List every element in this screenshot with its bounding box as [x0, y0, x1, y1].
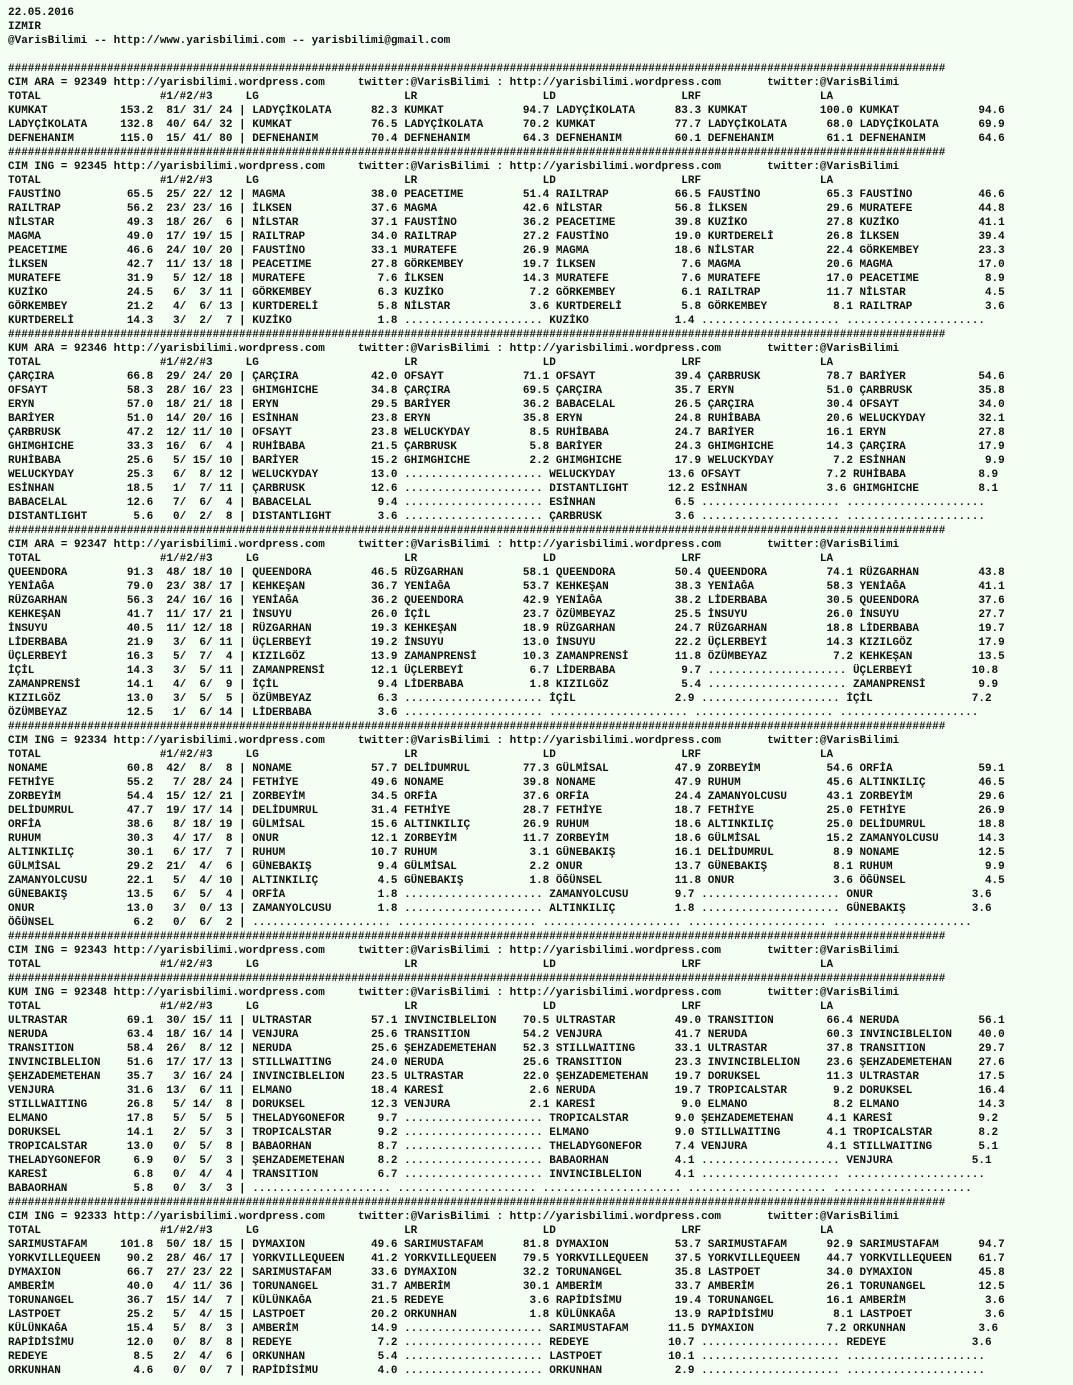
table-row: ÖZÜMBEYAZ 12.5 1/ 6/ 14 | LİDERBABA 3.6 ..................... ..................... ..................... ..................... [8, 707, 979, 719]
table-row: NERUDA 63.4 18/ 16/ 14 | VENJURA 25.6 TRANSITION 54.2 VENJURA 41.7 NERUDA 60.3 INVINCIBLELION 40.0 [8, 1029, 1005, 1041]
separator-line: ############################################################################################################################################## [8, 63, 946, 75]
race-title: KUM ING = 92348 http://yarisbilimi.wordpress.com twitter:@VarisBilimi : http://yarisbilimi.wordpress.com twitter:@VarisBilimi [8, 987, 900, 999]
table-row: SARIMUSTAFAM 101.8 50/ 18/ 15 | DYMAXION 49.6 SARIMUSTAFAM 81.8 DYMAXION 53.7 SARIMUSTAFAM 92.9 SARIMUSTAFAM 94.7 [8, 1239, 1005, 1251]
table-row: ULTRASTAR 69.1 30/ 15/ 11 | ULTRASTAR 57.1 INVINCIBLELION 70.5 ULTRASTAR 49.0 TRANSITION 66.4 NERUDA 56.1 [8, 1015, 1005, 1027]
separator-line: ############################################################################################################################################## [8, 973, 946, 985]
separator-line: ############################################################################################################################################## [8, 931, 946, 943]
table-row: ORFİA 38.6 8/ 18/ 19 | GÜLMİSAL 15.6 ALTINKILIÇ 26.9 RUHUM 18.6 ALTINKILIÇ 25.0 DELİDUMRUL 18.8 [8, 819, 1005, 831]
report-date: 22.05.2016 [8, 7, 75, 19]
table-row: DYMAXION 66.7 27/ 23/ 22 | SARIMUSTAFAM 33.6 DYMAXION 32.2 TORUNANGEL 35.8 LASTPOET 34.0 DYMAXION 45.8 [8, 1267, 1005, 1279]
table-row: İNSUYU 40.5 11/ 12/ 18 | RÜZGARHAN 19.3 KEHKEŞAN 18.9 RÜZGARHAN 24.7 RÜZGARHAN 18.8 LİDERBABA 19.7 [8, 623, 1005, 635]
column-headers: TOTAL #1/#2/#3 LG LR LD LRF LA [8, 357, 834, 369]
table-row: LİDERBABA 21.9 3/ 6/ 11 | ÜÇLERBEYİ 19.2 İNSUYU 13.0 İNSUYU 22.2 ÜÇLERBEYİ 14.3 KIZILGÖZ 17.9 [8, 637, 1005, 649]
table-row: INVINCIBLELION 51.6 17/ 17/ 13 | STILLWAITING 24.0 NERUDA 25.6 TRANSITION 23.3 INVINCIBLELION 23.6 ŞEHZADEMETEHAN 27.6 [8, 1057, 1005, 1069]
blank-line [8, 48, 1073, 62]
table-row: BARİYER 51.0 14/ 20/ 16 | ESİNHAN 23.8 ERYN 35.8 ERYN 24.8 RUHİBABA 20.6 WELUCKYDAY 32.1 [8, 413, 1005, 425]
table-row: BABACELAL 12.6 7/ 6/ 4 | BABACELAL 9.4 ..................... ESİNHAN 6.5 ..................... ..................... [8, 497, 985, 509]
table-row: İÇİL 14.3 3/ 5/ 11 | ZAMANPRENSİ 12.1 ÜÇLERBEYİ 6.7 LİDERBABA 9.7 ..................... ÜÇLERBEYİ 10.8 [8, 665, 999, 677]
table-row: ORKUNHAN 4.6 0/ 0/ 7 | RAPİDİSİMU 4.0 ..................... ORKUNHAN 2.9 ..................... ..................... [8, 1365, 985, 1377]
race-title: KUM ARA = 92346 http://yarisbilimi.wordpress.com twitter:@VarisBilimi : http://yarisbilimi.wordpress.com twitter:@VarisBilimi [8, 343, 900, 355]
table-row: KÜLÜNKAĞA 15.4 5/ 8/ 3 | AMBERİM 14.9 ..................... SARIMUSTAFAM 11.5 DYMAXION 7.2 ORKUNHAN 3.6 [8, 1323, 999, 1335]
column-headers: TOTAL #1/#2/#3 LG LR LD LRF LA [8, 91, 834, 103]
table-row: ZAMANPRENSİ 14.1 4/ 6/ 9 | İÇİL 9.4 LİDERBABA 1.8 KIZILGÖZ 5.4 ..................... ZAMANPRENSİ 9.9 [8, 679, 999, 691]
table-row: ÜÇLERBEYİ 16.3 5/ 7/ 4 | KIZILGÖZ 13.9 ZAMANPRENSİ 10.3 ZAMANPRENSİ 11.8 ÖZÜMBEYAZ 7.2 KEHKEŞAN 13.5 [8, 651, 1005, 663]
table-row: ZORBEYİM 54.4 15/ 12/ 21 | ZORBEYİM 34.5 ORFİA 37.6 ORFİA 24.4 ZAMANYOLCUSU 43.1 ZORBEYİM 29.6 [8, 791, 1005, 803]
table-row: GÜLMİSAL 29.2 21/ 4/ 6 | GÜNEBAKIŞ 9.4 GÜLMİSAL 2.2 ONUR 13.7 GÜNEBAKIŞ 8.1 RUHUM 9.9 [8, 861, 1005, 873]
table-row: STILLWAITING 26.8 5/ 14/ 8 | DORUKSEL 12.3 VENJURA 2.1 KARESİ 9.0 ELMANO 8.2 ELMANO 14.3 [8, 1099, 1005, 1111]
table-row: KUZİKO 24.5 6/ 3/ 11 | GÖRKEMBEY 6.3 KUZİKO 7.2 GÖRKEMBEY 6.1 RAILTRAP 11.7 NİLSTAR 4.5 [8, 287, 1005, 299]
table-row: KARESİ 6.8 0/ 4/ 4 | TRANSITION 6.7 ..................... INVINCIBLELION 4.1 ..................... ..................... [8, 1169, 985, 1181]
table-row: REDEYE 8.5 2/ 4/ 6 | ORKUNHAN 5.4 ..................... LASTPOET 10.1 ..................... ..................... [8, 1351, 985, 1363]
table-row: KURTDERELİ 14.3 3/ 2/ 7 | KUZİKO 1.8 ..................... KUZİKO 1.4 ..................... ..................... [8, 315, 985, 327]
table-row: TORUNANGEL 36.7 15/ 14/ 7 | KÜLÜNKAĞA 21.5 REDEYE 3.6 RAPİDİSİMU 19.4 TORUNANGEL 16.1 AMBERİM 3.6 [8, 1295, 1005, 1307]
race-title: CIM ARA = 92349 http://yarisbilimi.wordpress.com twitter:@VarisBilimi : http://yarisbilimi.wordpress.com twitter:@VarisBilimi [8, 77, 900, 89]
column-headers: TOTAL #1/#2/#3 LG LR LD LRF LA [8, 175, 834, 187]
table-row: ALTINKILIÇ 30.1 6/ 17/ 7 | RUHUM 10.7 RUHUM 3.1 GÜNEBAKIŞ 16.1 DELİDUMRUL 8.9 NONAME 12.5 [8, 847, 1005, 859]
table-row: ŞEHZADEMETEHAN 35.7 3/ 16/ 24 | INVINCIBLELION 23.5 ULTRASTAR 22.0 ŞEHZADEMETEHAN 19.7 DORUKSEL 11.3 ULTRASTAR 17.5 [8, 1071, 1005, 1083]
table-row: GÜNEBAKIŞ 13.5 6/ 5/ 4 | ORFİA 1.8 ..................... ZAMANYOLCUSU 9.7 ..................... ONUR 3.6 [8, 889, 992, 901]
table-row: ERYN 57.0 18/ 21/ 18 | ERYN 29.5 BARİYER 36.2 BABACELAL 26.5 ÇARÇIRA 30.4 OFSAYT 34.0 [8, 399, 1005, 411]
table-row: FAUSTİNO 65.5 25/ 22/ 12 | MAGMA 38.0 PEACETIME 51.4 RAILTRAP 66.5 FAUSTİNO 65.3 FAUSTİNO 46.6 [8, 189, 1005, 201]
table-row: DELİDUMRUL 47.7 19/ 17/ 14 | DELİDUMRUL 31.4 FETHİYE 28.7 FETHİYE 18.7 FETHİYE 25.0 FETHİYE 26.9 [8, 805, 1005, 817]
table-row: RAPİDİSİMU 12.0 0/ 8/ 8 | REDEYE 7.2 ..................... REDEYE 10.7 ..................... REDEYE 3.6 [8, 1337, 992, 1349]
table-row: ZAMANYOLCUSU 22.1 5/ 4/ 10 | ALTINKILIÇ 4.5 GÜNEBAKIŞ 1.8 ÖĞÜNSEL 11.8 ONUR 3.6 ÖĞÜNSEL 4.5 [8, 875, 1005, 887]
race-block [8, 1196, 1073, 1378]
table-row: PEACETIME 46.6 24/ 10/ 20 | FAUSTİNO 33.1 MURATEFE 26.9 MAGMA 18.6 NİLSTAR 22.4 GÖRKEMBEY 23.3 [8, 245, 1005, 257]
table-row: RUHİBABA 25.6 5/ 15/ 10 | BARİYER 15.2 GHIMGHICHE 2.2 GHIMGHICHE 17.9 WELUCKYDAY 7.2 ESİNHAN 9.9 [8, 455, 1005, 467]
table-row: BABAORHAN 5.8 0/ 3/ 3 | ..................... ..................... ..................... ..................... ..................... [8, 1183, 972, 1195]
table-row: KIZILGÖZ 13.0 3/ 5/ 5 | ÖZÜMBEYAZ 6.3 ..................... İÇİL 2.9 ..................... İÇİL 7.2 [8, 693, 992, 705]
column-headers: TOTAL #1/#2/#3 LG LR LD LRF LA [8, 1225, 834, 1237]
table-row: ÖĞÜNSEL 6.2 0/ 6/ 2 | ..................... ..................... ..................... ..................... ..................... [8, 917, 972, 929]
separator-line: ############################################################################################################################################## [8, 721, 946, 733]
separator-line: ############################################################################################################################################## [8, 147, 946, 159]
race-block [8, 720, 1073, 930]
column-headers: TOTAL #1/#2/#3 LG LR LD LRF LA [8, 749, 834, 761]
table-row: LADYÇİKOLATA 132.8 40/ 64/ 32 | KUMKAT 76.5 LADYÇİKOLATA 70.2 KUMKAT 77.7 LADYÇİKOLATA 68.0 LADYÇİKOLATA 69.9 [8, 119, 1005, 131]
column-headers: TOTAL #1/#2/#3 LG LR LD LRF LA [8, 553, 834, 565]
table-row: DEFNEHANIM 115.0 15/ 41/ 80 | DEFNEHANIM 70.4 DEFNEHANIM 64.3 DEFNEHANIM 60.1 DEFNEHANIM 61.1 DEFNEHANIM 64.6 [8, 133, 1005, 145]
race-block [8, 146, 1073, 328]
table-row: WELUCKYDAY 25.3 6/ 8/ 12 | WELUCKYDAY 13.0 ..................... WELUCKYDAY 13.6 OFSAYT 7.2 RUHİBABA 8.9 [8, 469, 999, 481]
table-row: FETHİYE 55.2 7/ 28/ 24 | FETHİYE 49.6 NONAME 39.8 NONAME 47.9 RUHUM 45.6 ALTINKILIÇ 46.5 [8, 777, 1005, 789]
table-row: MAGMA 49.0 17/ 19/ 15 | RAILTRAP 34.0 RAILTRAP 27.2 FAUSTİNO 19.0 KURTDERELİ 26.8 İLKSEN 39.4 [8, 231, 1005, 243]
table-row: ESİNHAN 18.5 1/ 7/ 11 | ÇARBRUSK 12.6 ..................... DISTANTLIGHT 12.2 ESİNHAN 3.6 GHIMGHICHE 8.1 [8, 483, 999, 495]
race-title: CIM ING = 92334 http://yarisbilimi.wordpress.com twitter:@VarisBilimi : http://yarisbilimi.wordpress.com twitter:@VarisBilimi [8, 735, 900, 747]
table-row: ELMANO 17.8 5/ 5/ 5 | THELADYGONEFOR 9.7 ..................... TROPICALSTAR 9.0 ŞEHZADEMETEHAN 4.1 KARESİ 9.2 [8, 1113, 999, 1125]
table-row: NİLSTAR 49.3 18/ 26/ 6 | NİLSTAR 37.1 FAUSTİNO 36.2 PEACETIME 39.8 KUZİKO 27.8 KUZİKO 41.1 [8, 217, 1005, 229]
table-row: RÜZGARHAN 56.3 24/ 16/ 16 | YENİAĞA 36.2 QUEENDORA 42.9 YENİAĞA 38.2 LİDERBABA 30.5 QUEENDORA 37.6 [8, 595, 1005, 607]
column-headers: TOTAL #1/#2/#3 LG LR LD LRF LA [8, 1001, 834, 1013]
table-row: RAILTRAP 56.2 23/ 23/ 16 | İLKSEN 37.6 MAGMA 42.6 NİLSTAR 56.8 İLKSEN 29.6 MURATEFE 44.8 [8, 203, 1005, 215]
report-contact: @VarisBilimi -- http://www.yarisbilimi.com -- yarisbilimi@gmail.com [8, 35, 451, 47]
table-row: DORUKSEL 14.1 2/ 5/ 3 | TROPICALSTAR 9.2 ..................... ELMANO 9.0 STILLWAITING 4.1 TROPICALSTAR 8.2 [8, 1127, 999, 1139]
race-title: CIM ING = 92343 http://yarisbilimi.wordpress.com twitter:@VarisBilimi : http://yarisbilimi.wordpress.com twitter:@VarisBilimi [8, 945, 900, 957]
race-title: CIM ING = 92333 http://yarisbilimi.wordpress.com twitter:@VarisBilimi : http://yarisbilimi.wordpress.com twitter:@VarisBilimi [8, 1211, 900, 1223]
table-row: KEHKEŞAN 41.7 11/ 17/ 21 | İNSUYU 26.0 İÇİL 23.7 ÖZÜMBEYAZ 25.5 İNSUYU 26.0 İNSUYU 27.7 [8, 609, 1005, 621]
table-row: AMBERİM 40.0 4/ 11/ 36 | TORUNANGEL 31.7 AMBERİM 30.1 AMBERİM 33.7 AMBERİM 26.1 TORUNANGEL 12.5 [8, 1281, 1005, 1293]
table-row: VENJURA 31.6 13/ 6/ 11 | ELMANO 18.4 KARESİ 2.6 NERUDA 19.7 TROPICALSTAR 9.2 DORUKSEL 16.4 [8, 1085, 1005, 1097]
table-row: YENİAĞA 79.0 23/ 38/ 17 | KEHKEŞAN 36.7 YENİAĞA 53.7 KEHKEŞAN 38.3 YENİAĞA 58.3 YENİAĞA 41.1 [8, 581, 1005, 593]
race-block [8, 62, 1073, 146]
table-row: YORKVILLEQUEEN 90.2 28/ 46/ 17 | YORKVILLEQUEEN 41.2 YORKVILLEQUEEN 79.5 YORKVILLEQUEEN 37.5 YORKVILLEQUEEN 44.7 YORKVILLEQUEEN 61.7 [8, 1253, 1005, 1265]
race-block [8, 930, 1073, 972]
column-headers: TOTAL #1/#2/#3 LG LR LD LRF LA [8, 959, 834, 971]
table-row: ÇARBRUSK 47.2 12/ 11/ 10 | OFSAYT 23.8 WELUCKYDAY 8.5 RUHİBABA 24.7 BARİYER 16.1 ERYN 27.8 [8, 427, 1005, 439]
table-row: MURATEFE 31.9 5/ 12/ 18 | MURATEFE 7.6 İLKSEN 14.3 MURATEFE 7.6 MURATEFE 17.0 PEACETIME 8.9 [8, 273, 1005, 285]
table-row: LASTPOET 25.2 5/ 4/ 15 | LASTPOET 20.2 ORKUNHAN 1.8 KÜLÜNKAĞA 13.9 RAPİDİSİMU 8.1 LASTPOET 3.6 [8, 1309, 1005, 1321]
table-row: ONUR 13.0 3/ 0/ 13 | ZAMANYOLCUSU 1.8 ..................... ALTINKILIÇ 1.8 ..................... GÜNEBAKIŞ 3.6 [8, 903, 992, 915]
table-row: RUHUM 30.3 4/ 17/ 8 | ONUR 12.1 ZORBEYİM 11.7 ZORBEYİM 18.6 GÜLMİSAL 15.2 ZAMANYOLCUSU 14.3 [8, 833, 1005, 845]
table-row: GÖRKEMBEY 21.2 4/ 6/ 13 | KURTDERELİ 5.8 NİLSTAR 3.6 KURTDERELİ 5.8 GÖRKEMBEY 8.1 RAILTRAP 3.6 [8, 301, 1005, 313]
table-row: OFSAYT 58.3 28/ 16/ 23 | GHIMGHICHE 34.8 ÇARÇIRA 69.5 ÇARÇIRA 35.7 ERYN 51.0 ÇARBRUSK 35.8 [8, 385, 1005, 397]
table-row: GHIMGHICHE 33.3 16/ 6/ 4 | RUHİBABA 21.5 ÇARBRUSK 5.8 BARİYER 24.3 GHIMGHICHE 14.3 ÇARÇIRA 17.9 [8, 441, 1005, 453]
table-row: THELADYGONEFOR 6.9 0/ 5/ 3 | ŞEHZADEMETEHAN 8.2 ..................... BABAORHAN 4.1 ..................... VENJURA 5.1 [8, 1155, 992, 1167]
table-row: TRANSITION 58.4 26/ 8/ 12 | NERUDA 25.6 ŞEHZADEMETEHAN 52.3 STILLWAITING 33.1 ULTRASTAR 37.8 TRANSITION 29.7 [8, 1043, 1005, 1055]
race-block [8, 524, 1073, 720]
table-row: KUMKAT 153.2 81/ 31/ 24 | LADYÇİKOLATA 82.3 KUMKAT 94.7 LADYÇİKOLATA 83.3 KUMKAT 100.0 KUMKAT 94.6 [8, 105, 1005, 117]
table-row: NONAME 60.8 42/ 8/ 8 | NONAME 57.7 DELİDUMRUL 77.3 GÜLMİSAL 47.9 ZORBEYİM 54.6 ORFİA 59.1 [8, 763, 1005, 775]
separator-line: ############################################################################################################################################## [8, 329, 946, 341]
race-title: CIM ARA = 92347 http://yarisbilimi.wordpress.com twitter:@VarisBilimi : http://yarisbilimi.wordpress.com twitter:@VarisBilimi [8, 539, 900, 551]
race-title: CIM ING = 92345 http://yarisbilimi.wordpress.com twitter:@VarisBilimi : http://yarisbilimi.wordpress.com twitter:@VarisBilimi [8, 161, 900, 173]
race-block [8, 328, 1073, 524]
table-row: DISTANTLIGHT 5.6 0/ 2/ 8 | DISTANTLIGHT 3.6 ..................... ÇARBRUSK 3.6 ..................... ..................... [8, 511, 985, 523]
races-container [8, 62, 1073, 1378]
table-row: İLKSEN 42.7 11/ 13/ 18 | PEACETIME 27.8 GÖRKEMBEY 19.7 İLKSEN 7.6 MAGMA 20.6 MAGMA 17.0 [8, 259, 1005, 271]
race-block [8, 972, 1073, 1196]
table-row: QUEENDORA 91.3 48/ 18/ 10 | QUEENDORA 46.5 RÜZGARHAN 58.1 QUEENDORA 50.4 QUEENDORA 74.1 RÜZGARHAN 43.8 [8, 567, 1005, 579]
table-row: TROPICALSTAR 13.0 0/ 5/ 8 | BABAORHAN 8.7 ..................... THELADYGONEFOR 7.4 VENJURA 4.1 STILLWAITING 5.1 [8, 1141, 999, 1153]
table-row: ÇARÇIRA 66.8 29/ 24/ 20 | ÇARÇIRA 42.0 OFSAYT 71.1 OFSAYT 39.4 ÇARBRUSK 78.7 BARİYER 54.6 [8, 371, 1005, 383]
separator-line: ############################################################################################################################################## [8, 525, 946, 537]
separator-line: ############################################################################################################################################## [8, 1197, 946, 1209]
report-city: IZMIR [8, 21, 42, 33]
